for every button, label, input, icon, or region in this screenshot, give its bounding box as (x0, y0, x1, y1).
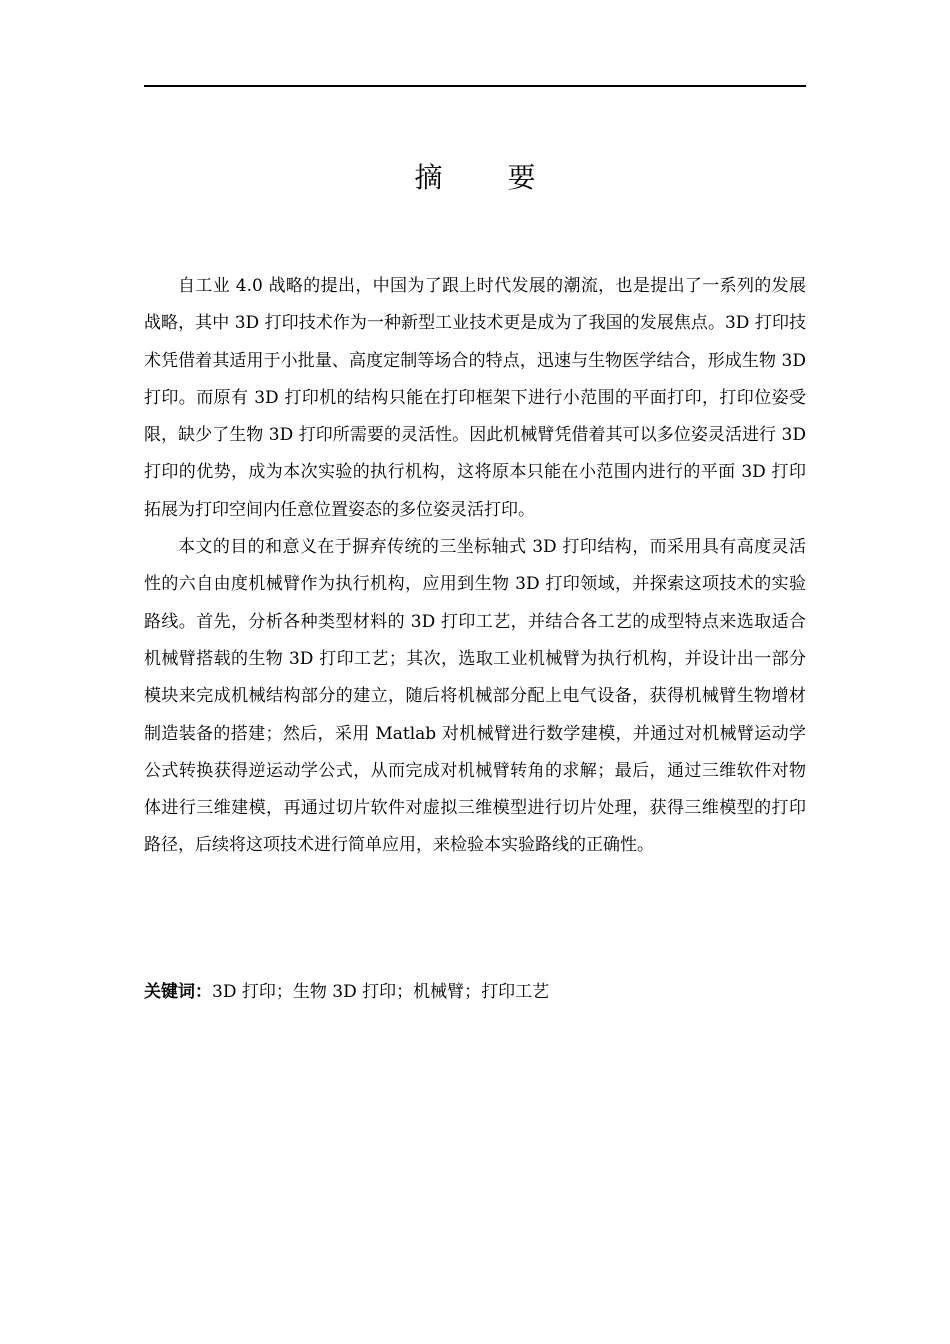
keywords-line (144, 976, 806, 1008)
keywords-value: 3D 打印；生物 3D 打印；机械臂；打印工艺 (212, 982, 550, 1002)
abstract-paragraph-2: 本文的目的和意义在于摒弃传统的三坐标轴式 3D 打印结构，而采用具有高度灵活性的六自由度机械臂作为执行机构，应用到生物 3D 打印领域，并探索这项技术的实验路线。首先，分析各种类型材料的 3D 打印工艺，并结合各工艺的成型特点来选取适合机械臂搭载的生物 3D 打印工艺；其次，选取工业机械臂为执行机构，并设计出一部分模块来完成机械结构部分的建立，随后将机械部分配上电气设备，获得机械臂生物增材制造装备的搭建；然后，采用 Matlab 对机械臂进行数学建模，并通过对机械臂运动学公式转换获得逆运动学公式，从而完成对机械臂转角的求解；最后，通过三维软件对物体进行三维建模，再通过切片软件对虚拟三维模型进行切片处理，获得三维模型的打印路径，后续将这项技术进行简单应用，来检验本实验路线的正确性。 (144, 537, 806, 856)
keywords-label: 关键词： (144, 982, 212, 1002)
header-rule (144, 85, 806, 87)
abstract-paragraph-1: 自工业 4.0 战略的提出，中国为了跟上时代发展的潮流，也是提出了一系列的发展战略，其中 3D 打印技术作为一种新型工业技术更是成为了我国的发展焦点。3D 打印技术凭借着其适用于小批量、高度定制等场合的特点，迅速与生物医学结合，形成生物 3D 打印。而原有 3D 打印机的结构只能在打印框架下进行小范围的平面打印，打印位姿受限，缺少了生物 3D 打印所需要的灵活性。因此机械臂凭借着其可以多位姿灵活进行 3D 打印的优势，成为本次实验的执行机构，这将原本只能在小范围内进行的平面 3D 打印拓展为打印空间内任意位置姿态的多位姿灵活打印。 (144, 276, 806, 520)
abstract-title: 摘 要 (414, 161, 564, 194)
abstract-body (144, 268, 806, 865)
